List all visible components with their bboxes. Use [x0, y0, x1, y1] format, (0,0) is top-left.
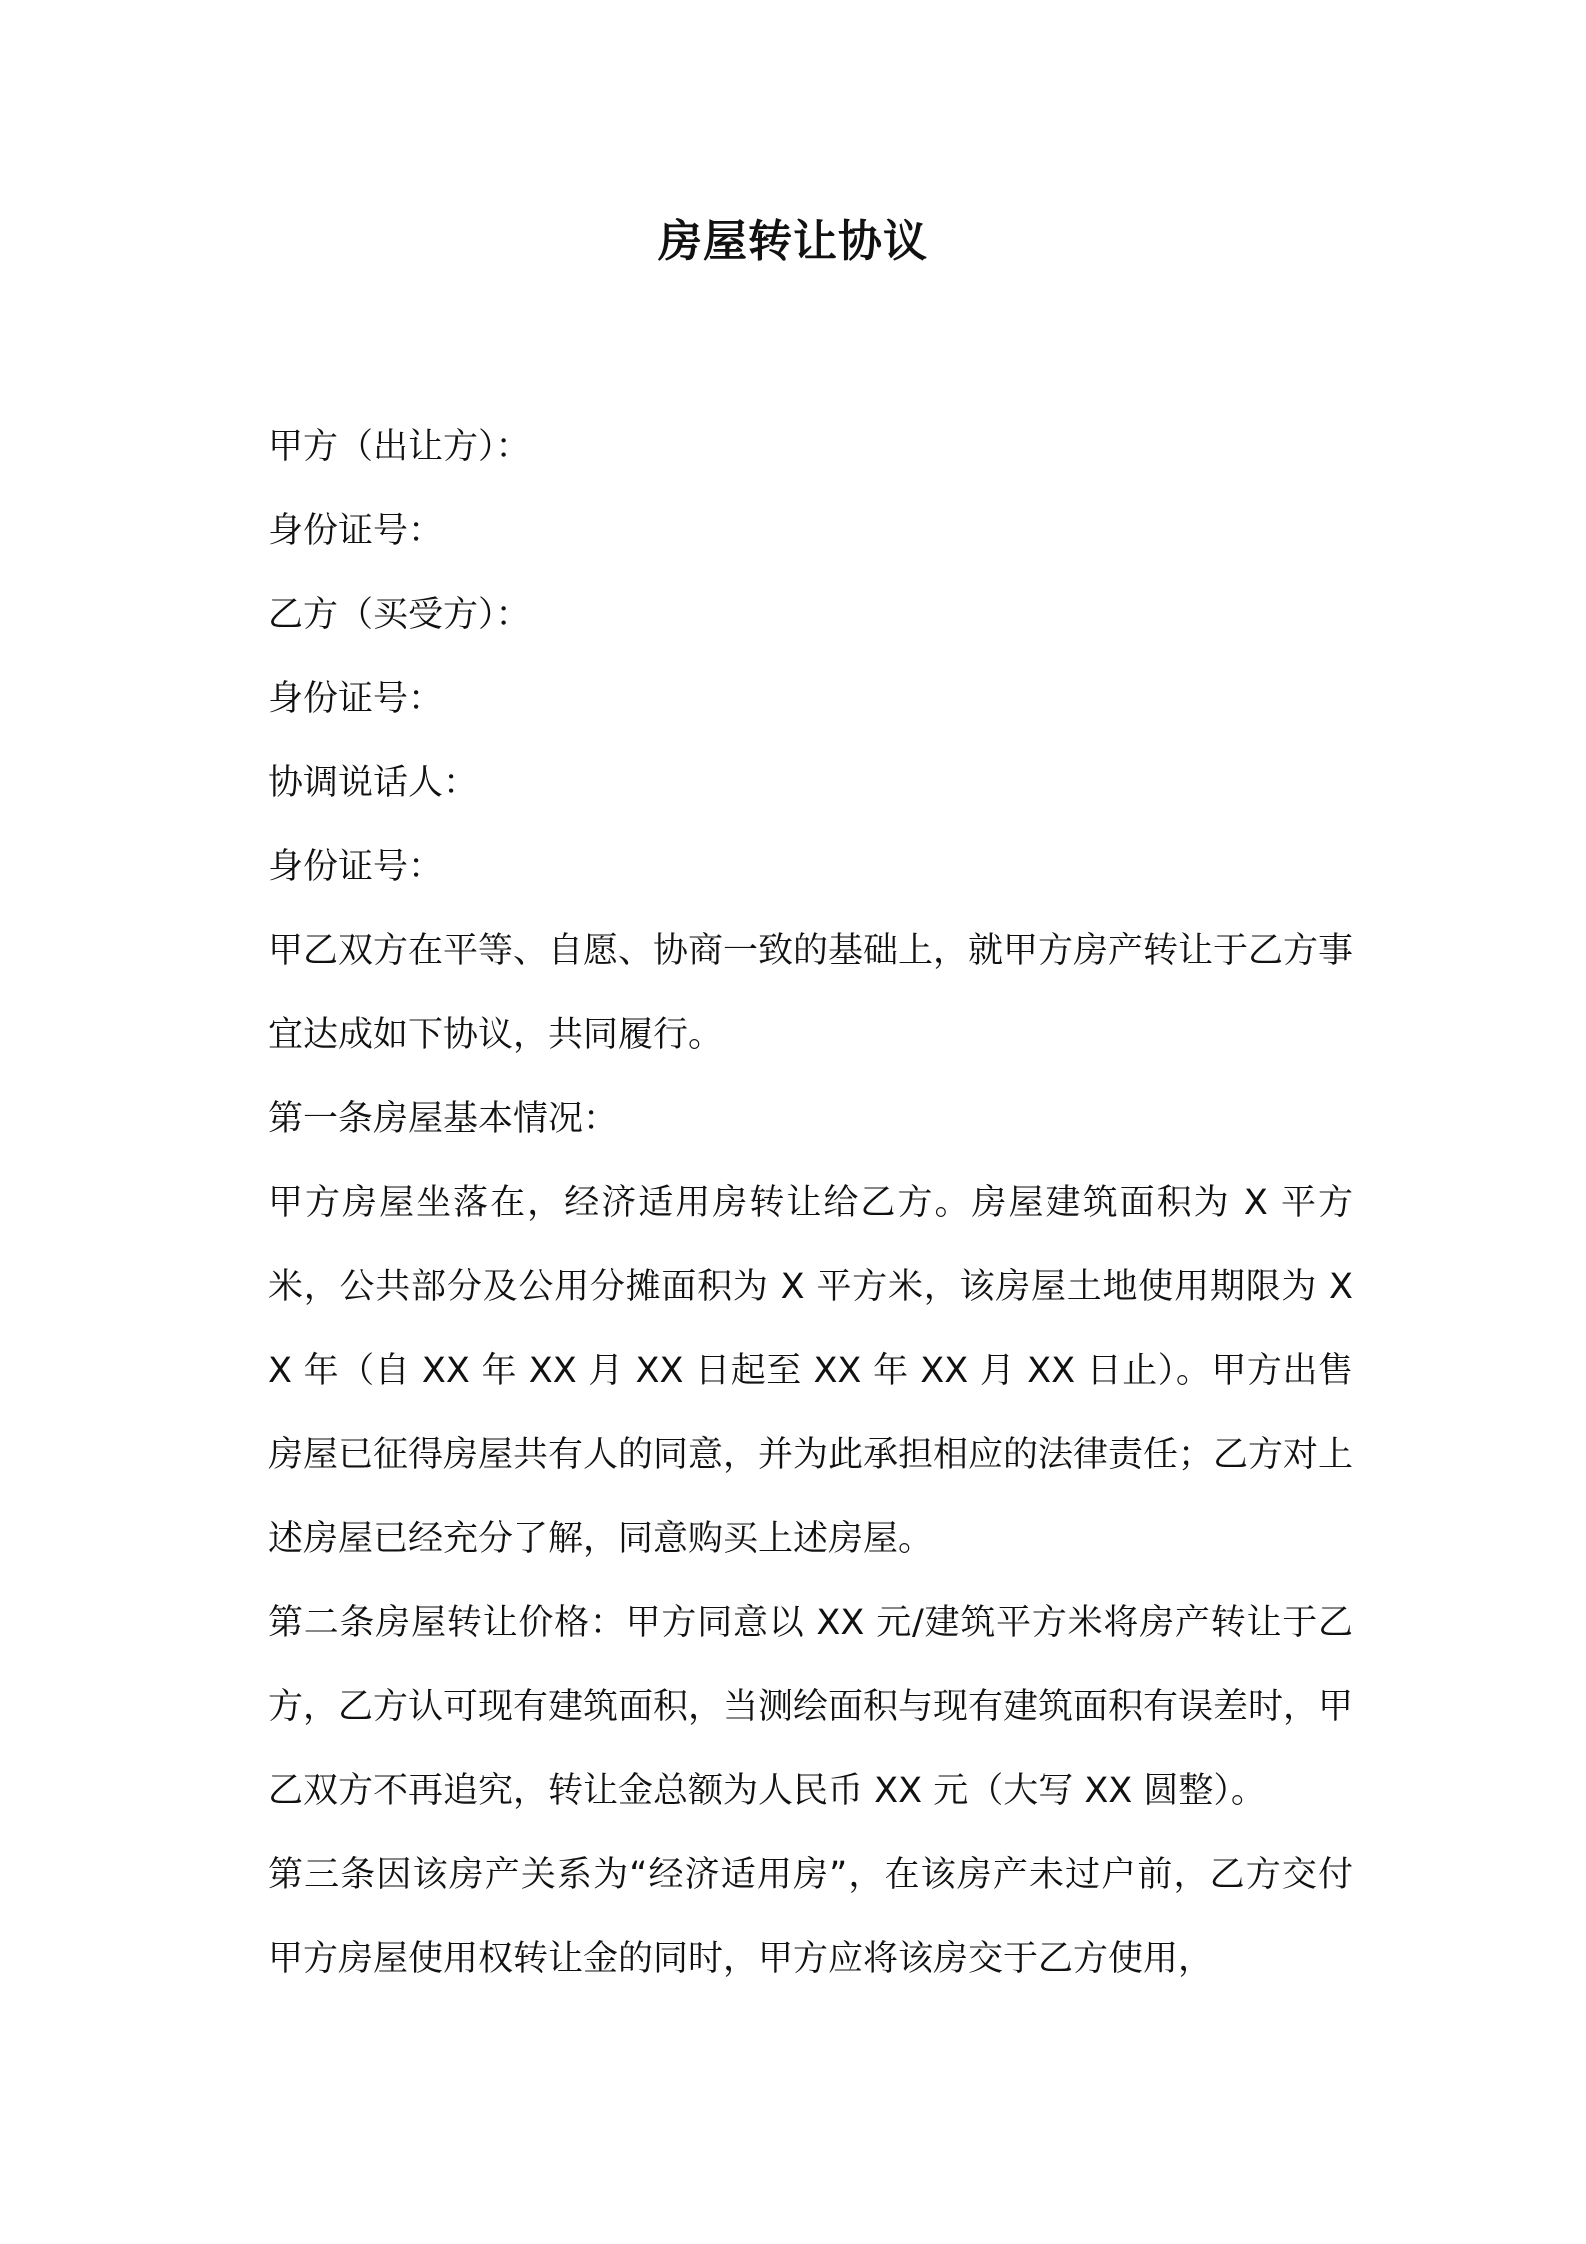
article-1-body: 甲方房屋坐落在，经济适用房转让给乙方。房屋建筑面积为 X 平方米，公共部分及公用分摊面积为 X 平方米，该房屋土地使用期限为 XX 年（自 XX 年 XX 月 XX 日起至 XX 年 XX 月 XX 日止）。甲方出售房屋已征得房屋共有人的同意，并为此承担相应的法律责任；乙方对上述房屋已经充分了解，同意购买上述房屋。 — [268, 1183, 1354, 1559]
intro-paragraph: 甲乙双方在平等、自愿、协商一致的基础上，就甲方房产转让于乙方事宜达成如下协议，共同履行。 — [268, 931, 1354, 1055]
party-a-id-field: 身份证号： — [268, 511, 444, 551]
article-3-paragraph: 第三条因该房产关系为“经济适用房”，在该房产未过户前，乙方交付甲方房屋使用权转让金的同时，甲方应将该房交于乙方使用， — [268, 1855, 1353, 1979]
party-a-field: 甲方（出让方）： — [268, 427, 531, 467]
party-b-field: 乙方（买受方）： — [268, 595, 531, 635]
mediator-field: 协调说话人： — [268, 763, 479, 803]
mediator-id-field: 身份证号： — [268, 847, 444, 887]
article-1-heading: 第一条房屋基本情况： — [268, 1099, 619, 1139]
document-body — [268, 405, 1353, 2001]
party-b-id-field: 身份证号： — [268, 679, 444, 719]
article-2-paragraph: 第二条房屋转让价格：甲方同意以 XX 元/建筑平方米将房产转让于乙方，乙方认可现有建筑面积，当测绘面积与现有建筑面积有误差时，甲乙双方不再追究，转让金总额为人民币 XX 元（大写 XX 圆整）。 — [268, 1603, 1354, 1811]
document-title: 房屋转让协议 — [658, 216, 928, 267]
